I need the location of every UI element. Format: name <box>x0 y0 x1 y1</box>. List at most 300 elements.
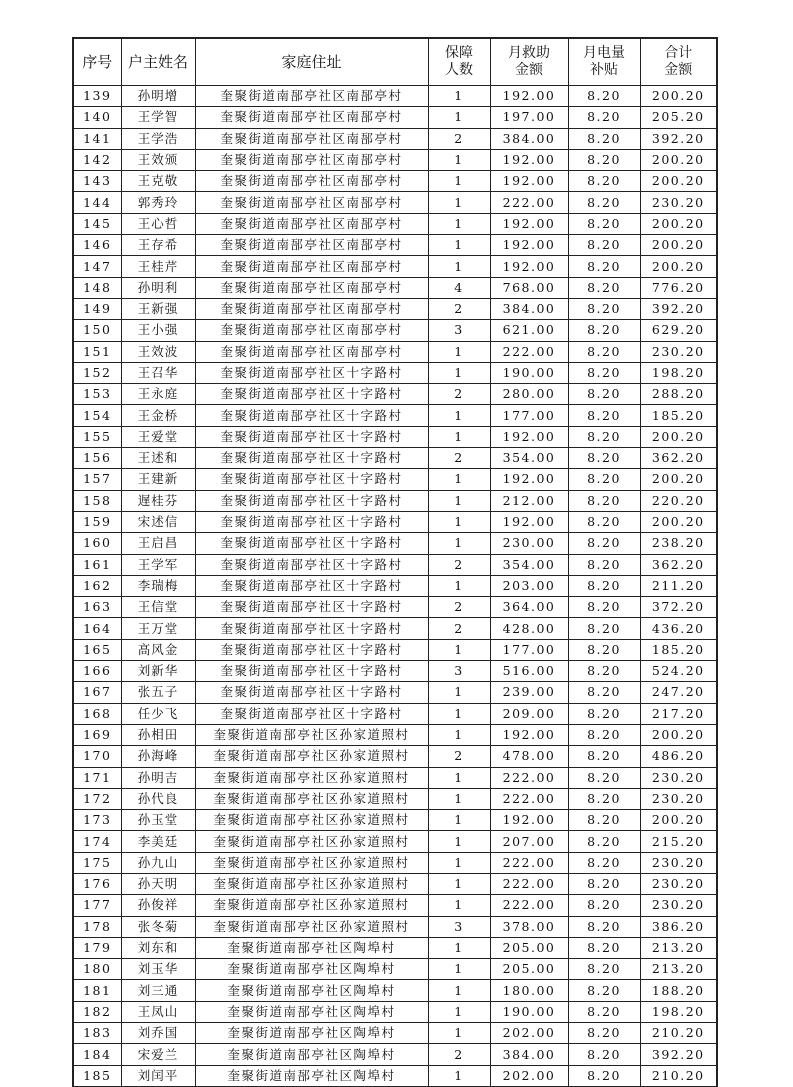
cell-covered-persons: 2 <box>428 1044 490 1065</box>
cell-index: 150 <box>73 320 121 341</box>
cell-monthly-relief: 209.00 <box>490 703 568 724</box>
cell-monthly-relief: 190.00 <box>490 362 568 383</box>
cell-total-amount: 230.20 <box>640 873 717 894</box>
cell-total-amount: 230.20 <box>640 788 717 809</box>
table-row <box>73 810 717 831</box>
cell-total-amount: 200.20 <box>640 213 717 234</box>
cell-householder: 王万堂 <box>121 618 195 639</box>
cell-householder: 高风金 <box>121 639 195 660</box>
cell-address: 奎聚街道南郚亭社区孙家道照村 <box>195 810 428 831</box>
cell-covered-persons: 1 <box>428 1001 490 1022</box>
cell-monthly-relief: 202.00 <box>490 1023 568 1044</box>
cell-covered-persons: 3 <box>428 661 490 682</box>
cell-index: 156 <box>73 448 121 469</box>
cell-total-amount: 220.20 <box>640 490 717 511</box>
cell-address: 奎聚街道南郚亭社区南郚亭村 <box>195 235 428 256</box>
cell-covered-persons: 1 <box>428 873 490 894</box>
cell-monthly-relief: 177.00 <box>490 405 568 426</box>
cell-householder: 孙玉堂 <box>121 810 195 831</box>
cell-householder: 孙明利 <box>121 277 195 298</box>
cell-covered-persons: 1 <box>428 767 490 788</box>
table-row <box>73 341 717 362</box>
cell-index: 159 <box>73 511 121 532</box>
cell-covered-persons: 2 <box>428 298 490 319</box>
cell-total-amount: 185.20 <box>640 639 717 660</box>
cell-electricity-subsidy: 8.20 <box>568 426 640 447</box>
cell-covered-persons: 1 <box>428 1023 490 1044</box>
cell-address: 奎聚街道南郚亭社区南郚亭村 <box>195 128 428 149</box>
cell-electricity-subsidy: 8.20 <box>568 746 640 767</box>
cell-address: 奎聚街道南郚亭社区南郚亭村 <box>195 171 428 192</box>
table-row <box>73 661 717 682</box>
table-row <box>73 107 717 128</box>
cell-electricity-subsidy: 8.20 <box>568 256 640 277</box>
cell-total-amount: 776.20 <box>640 277 717 298</box>
cell-address: 奎聚街道南郚亭社区陶埠村 <box>195 1023 428 1044</box>
cell-index: 143 <box>73 171 121 192</box>
cell-householder: 任少飞 <box>121 703 195 724</box>
cell-address: 奎聚街道南郚亭社区十字路村 <box>195 490 428 511</box>
cell-total-amount: 392.20 <box>640 1044 717 1065</box>
cell-index: 174 <box>73 831 121 852</box>
cell-householder: 王学军 <box>121 554 195 575</box>
cell-electricity-subsidy: 8.20 <box>568 810 640 831</box>
cell-index: 147 <box>73 256 121 277</box>
table-row <box>73 320 717 341</box>
table-row <box>73 895 717 916</box>
cell-address: 奎聚街道南郚亭社区南郚亭村 <box>195 298 428 319</box>
table-row <box>73 575 717 596</box>
cell-covered-persons: 2 <box>428 448 490 469</box>
table-row <box>73 618 717 639</box>
cell-electricity-subsidy: 8.20 <box>568 1023 640 1044</box>
cell-householder: 王召华 <box>121 362 195 383</box>
cell-address: 奎聚街道南郚亭社区孙家道照村 <box>195 767 428 788</box>
cell-monthly-relief: 378.00 <box>490 916 568 937</box>
cell-electricity-subsidy: 8.20 <box>568 171 640 192</box>
table-row <box>73 277 717 298</box>
cell-monthly-relief: 205.00 <box>490 959 568 980</box>
cell-monthly-relief: 428.00 <box>490 618 568 639</box>
cell-householder: 宋爱兰 <box>121 1044 195 1065</box>
cell-covered-persons: 1 <box>428 469 490 490</box>
cell-covered-persons: 2 <box>428 554 490 575</box>
cell-covered-persons: 1 <box>428 533 490 554</box>
cell-total-amount: 288.20 <box>640 384 717 405</box>
cell-monthly-relief: 192.00 <box>490 810 568 831</box>
cell-index: 145 <box>73 213 121 234</box>
cell-monthly-relief: 207.00 <box>490 831 568 852</box>
cell-covered-persons: 2 <box>428 128 490 149</box>
cell-electricity-subsidy: 8.20 <box>568 937 640 958</box>
cell-electricity-subsidy: 8.20 <box>568 639 640 660</box>
cell-address: 奎聚街道南郚亭社区孙家道照村 <box>195 831 428 852</box>
cell-total-amount: 629.20 <box>640 320 717 341</box>
cell-address: 奎聚街道南郚亭社区孙家道照村 <box>195 852 428 873</box>
cell-monthly-relief: 384.00 <box>490 1044 568 1065</box>
cell-monthly-relief: 192.00 <box>490 469 568 490</box>
cell-householder: 王凤山 <box>121 1001 195 1022</box>
cell-householder: 孙天明 <box>121 873 195 894</box>
cell-index: 163 <box>73 597 121 618</box>
cell-electricity-subsidy: 8.20 <box>568 213 640 234</box>
cell-monthly-relief: 222.00 <box>490 873 568 894</box>
table-row <box>73 469 717 490</box>
table-row <box>73 384 717 405</box>
cell-electricity-subsidy: 8.20 <box>568 448 640 469</box>
cell-index: 162 <box>73 575 121 596</box>
table-row <box>73 746 717 767</box>
cell-index: 151 <box>73 341 121 362</box>
cell-householder: 孙代良 <box>121 788 195 809</box>
cell-total-amount: 372.20 <box>640 597 717 618</box>
cell-electricity-subsidy: 8.20 <box>568 554 640 575</box>
cell-monthly-relief: 516.00 <box>490 661 568 682</box>
cell-total-amount: 198.20 <box>640 362 717 383</box>
cell-householder: 孙俊祥 <box>121 895 195 916</box>
table-row <box>73 554 717 575</box>
col-header-total-amount: 合计 金额 <box>640 38 717 86</box>
cell-monthly-relief: 192.00 <box>490 724 568 745</box>
cell-total-amount: 200.20 <box>640 171 717 192</box>
relief-table <box>72 37 718 1087</box>
cell-covered-persons: 1 <box>428 575 490 596</box>
cell-address: 奎聚街道南郚亭社区十字路村 <box>195 618 428 639</box>
cell-total-amount: 230.20 <box>640 192 717 213</box>
cell-address: 奎聚街道南郚亭社区十字路村 <box>195 362 428 383</box>
cell-total-amount: 200.20 <box>640 511 717 532</box>
cell-electricity-subsidy: 8.20 <box>568 341 640 362</box>
table-row <box>73 639 717 660</box>
cell-index: 182 <box>73 1001 121 1022</box>
cell-monthly-relief: 222.00 <box>490 788 568 809</box>
cell-monthly-relief: 222.00 <box>490 852 568 873</box>
cell-electricity-subsidy: 8.20 <box>568 86 640 107</box>
cell-covered-persons: 2 <box>428 746 490 767</box>
cell-index: 161 <box>73 554 121 575</box>
cell-monthly-relief: 192.00 <box>490 149 568 170</box>
cell-total-amount: 362.20 <box>640 554 717 575</box>
cell-householder: 王信堂 <box>121 597 195 618</box>
cell-householder: 李瑞梅 <box>121 575 195 596</box>
cell-address: 奎聚街道南郚亭社区南郚亭村 <box>195 256 428 277</box>
cell-covered-persons: 4 <box>428 277 490 298</box>
table-row <box>73 490 717 511</box>
cell-electricity-subsidy: 8.20 <box>568 469 640 490</box>
header-row <box>73 38 717 86</box>
cell-index: 165 <box>73 639 121 660</box>
cell-electricity-subsidy: 8.20 <box>568 192 640 213</box>
cell-covered-persons: 1 <box>428 490 490 511</box>
cell-electricity-subsidy: 8.20 <box>568 1065 640 1086</box>
cell-monthly-relief: 192.00 <box>490 511 568 532</box>
table-row <box>73 597 717 618</box>
cell-covered-persons: 1 <box>428 192 490 213</box>
cell-total-amount: 392.20 <box>640 298 717 319</box>
cell-covered-persons: 1 <box>428 703 490 724</box>
cell-total-amount: 213.20 <box>640 937 717 958</box>
cell-total-amount: 215.20 <box>640 831 717 852</box>
cell-total-amount: 200.20 <box>640 86 717 107</box>
cell-electricity-subsidy: 8.20 <box>568 767 640 788</box>
cell-householder: 王效波 <box>121 341 195 362</box>
table-row <box>73 724 717 745</box>
cell-electricity-subsidy: 8.20 <box>568 980 640 1001</box>
col-header-monthly-relief: 月救助 金额 <box>490 38 568 86</box>
cell-covered-persons: 2 <box>428 384 490 405</box>
cell-index: 140 <box>73 107 121 128</box>
cell-index: 169 <box>73 724 121 745</box>
cell-address: 奎聚街道南郚亭社区陶埠村 <box>195 1065 428 1086</box>
table-row <box>73 937 717 958</box>
table-row <box>73 533 717 554</box>
table-row <box>73 682 717 703</box>
cell-index: 168 <box>73 703 121 724</box>
cell-total-amount: 211.20 <box>640 575 717 596</box>
table-row <box>73 171 717 192</box>
cell-electricity-subsidy: 8.20 <box>568 511 640 532</box>
cell-householder: 孙明增 <box>121 86 195 107</box>
cell-index: 164 <box>73 618 121 639</box>
cell-electricity-subsidy: 8.20 <box>568 788 640 809</box>
cell-index: 180 <box>73 959 121 980</box>
cell-total-amount: 210.20 <box>640 1023 717 1044</box>
cell-address: 奎聚街道南郚亭社区十字路村 <box>195 384 428 405</box>
cell-electricity-subsidy: 8.20 <box>568 362 640 383</box>
cell-monthly-relief: 222.00 <box>490 341 568 362</box>
table-row <box>73 426 717 447</box>
cell-householder: 刘东和 <box>121 937 195 958</box>
cell-monthly-relief: 202.00 <box>490 1065 568 1086</box>
cell-covered-persons: 1 <box>428 639 490 660</box>
cell-householder: 郭秀玲 <box>121 192 195 213</box>
cell-electricity-subsidy: 8.20 <box>568 1001 640 1022</box>
cell-index: 142 <box>73 149 121 170</box>
table-row <box>73 86 717 107</box>
cell-householder: 宋述信 <box>121 511 195 532</box>
cell-householder: 刘三通 <box>121 980 195 1001</box>
cell-householder: 孙明吉 <box>121 767 195 788</box>
cell-covered-persons: 1 <box>428 362 490 383</box>
cell-householder: 王启昌 <box>121 533 195 554</box>
cell-address: 奎聚街道南郚亭社区十字路村 <box>195 405 428 426</box>
cell-address: 奎聚街道南郚亭社区十字路村 <box>195 682 428 703</box>
cell-total-amount: 362.20 <box>640 448 717 469</box>
cell-address: 奎聚街道南郚亭社区陶埠村 <box>195 1001 428 1022</box>
cell-covered-persons: 1 <box>428 682 490 703</box>
cell-electricity-subsidy: 8.20 <box>568 724 640 745</box>
cell-electricity-subsidy: 8.20 <box>568 405 640 426</box>
cell-total-amount: 188.20 <box>640 980 717 1001</box>
cell-total-amount: 200.20 <box>640 469 717 490</box>
cell-monthly-relief: 212.00 <box>490 490 568 511</box>
cell-index: 171 <box>73 767 121 788</box>
cell-total-amount: 386.20 <box>640 916 717 937</box>
cell-monthly-relief: 222.00 <box>490 192 568 213</box>
table-row <box>73 959 717 980</box>
cell-householder: 王新强 <box>121 298 195 319</box>
cell-total-amount: 238.20 <box>640 533 717 554</box>
cell-monthly-relief: 621.00 <box>490 320 568 341</box>
cell-householder: 王永庭 <box>121 384 195 405</box>
table-row <box>73 149 717 170</box>
table-row <box>73 511 717 532</box>
cell-index: 160 <box>73 533 121 554</box>
table-row <box>73 405 717 426</box>
cell-total-amount: 200.20 <box>640 256 717 277</box>
cell-covered-persons: 1 <box>428 107 490 128</box>
cell-index: 157 <box>73 469 121 490</box>
cell-index: 177 <box>73 895 121 916</box>
cell-total-amount: 213.20 <box>640 959 717 980</box>
cell-total-amount: 200.20 <box>640 724 717 745</box>
cell-total-amount: 210.20 <box>640 1065 717 1086</box>
table-row <box>73 873 717 894</box>
cell-electricity-subsidy: 8.20 <box>568 107 640 128</box>
col-header-covered-persons: 保障 人数 <box>428 38 490 86</box>
table-row <box>73 213 717 234</box>
cell-index: 167 <box>73 682 121 703</box>
cell-householder: 王效颁 <box>121 149 195 170</box>
table-row <box>73 1044 717 1065</box>
cell-householder: 遅桂芬 <box>121 490 195 511</box>
cell-householder: 刘玉华 <box>121 959 195 980</box>
table-row <box>73 1065 717 1086</box>
cell-index: 185 <box>73 1065 121 1086</box>
cell-covered-persons: 1 <box>428 171 490 192</box>
cell-address: 奎聚街道南郚亭社区南郚亭村 <box>195 320 428 341</box>
cell-index: 149 <box>73 298 121 319</box>
cell-covered-persons: 1 <box>428 895 490 916</box>
table-row <box>73 1001 717 1022</box>
cell-electricity-subsidy: 8.20 <box>568 320 640 341</box>
cell-covered-persons: 1 <box>428 213 490 234</box>
cell-electricity-subsidy: 8.20 <box>568 682 640 703</box>
cell-index: 179 <box>73 937 121 958</box>
table-row <box>73 852 717 873</box>
cell-address: 奎聚街道南郚亭社区十字路村 <box>195 554 428 575</box>
cell-householder: 孙九山 <box>121 852 195 873</box>
cell-index: 152 <box>73 362 121 383</box>
cell-householder: 王学智 <box>121 107 195 128</box>
cell-index: 139 <box>73 86 121 107</box>
cell-address: 奎聚街道南郚亭社区十字路村 <box>195 426 428 447</box>
cell-electricity-subsidy: 8.20 <box>568 298 640 319</box>
cell-total-amount: 230.20 <box>640 895 717 916</box>
table-row <box>73 916 717 937</box>
cell-monthly-relief: 192.00 <box>490 256 568 277</box>
cell-monthly-relief: 192.00 <box>490 171 568 192</box>
cell-index: 176 <box>73 873 121 894</box>
cell-address: 奎聚街道南郚亭社区十字路村 <box>195 575 428 596</box>
table-header <box>73 38 717 86</box>
cell-electricity-subsidy: 8.20 <box>568 661 640 682</box>
cell-covered-persons: 1 <box>428 86 490 107</box>
cell-address: 奎聚街道南郚亭社区十字路村 <box>195 597 428 618</box>
cell-covered-persons: 1 <box>428 256 490 277</box>
cell-covered-persons: 2 <box>428 618 490 639</box>
table-body <box>73 86 717 1087</box>
cell-total-amount: 486.20 <box>640 746 717 767</box>
cell-address: 奎聚街道南郚亭社区陶埠村 <box>195 980 428 1001</box>
cell-householder: 孙相田 <box>121 724 195 745</box>
cell-monthly-relief: 192.00 <box>490 426 568 447</box>
cell-covered-persons: 1 <box>428 980 490 1001</box>
cell-index: 148 <box>73 277 121 298</box>
cell-electricity-subsidy: 8.20 <box>568 575 640 596</box>
cell-monthly-relief: 222.00 <box>490 767 568 788</box>
cell-covered-persons: 1 <box>428 810 490 831</box>
cell-index: 146 <box>73 235 121 256</box>
table-row <box>73 448 717 469</box>
cell-address: 奎聚街道南郚亭社区孙家道照村 <box>195 873 428 894</box>
cell-monthly-relief: 197.00 <box>490 107 568 128</box>
table-row <box>73 788 717 809</box>
cell-address: 奎聚街道南郚亭社区孙家道照村 <box>195 746 428 767</box>
cell-electricity-subsidy: 8.20 <box>568 831 640 852</box>
cell-address: 奎聚街道南郚亭社区孙家道照村 <box>195 788 428 809</box>
cell-total-amount: 230.20 <box>640 767 717 788</box>
cell-total-amount: 230.20 <box>640 341 717 362</box>
table-row <box>73 1023 717 1044</box>
cell-electricity-subsidy: 8.20 <box>568 703 640 724</box>
cell-monthly-relief: 384.00 <box>490 128 568 149</box>
cell-total-amount: 392.20 <box>640 128 717 149</box>
cell-monthly-relief: 384.00 <box>490 298 568 319</box>
cell-address: 奎聚街道南郚亭社区陶埠村 <box>195 1044 428 1065</box>
cell-total-amount: 200.20 <box>640 810 717 831</box>
cell-householder: 王桂芹 <box>121 256 195 277</box>
cell-electricity-subsidy: 8.20 <box>568 916 640 937</box>
cell-address: 奎聚街道南郚亭社区南郚亭村 <box>195 107 428 128</box>
cell-index: 178 <box>73 916 121 937</box>
cell-covered-persons: 1 <box>428 149 490 170</box>
cell-covered-persons: 1 <box>428 852 490 873</box>
cell-index: 158 <box>73 490 121 511</box>
cell-monthly-relief: 192.00 <box>490 213 568 234</box>
cell-total-amount: 200.20 <box>640 149 717 170</box>
cell-electricity-subsidy: 8.20 <box>568 618 640 639</box>
cell-householder: 王小强 <box>121 320 195 341</box>
col-header-electricity-subsidy: 月电量 补贴 <box>568 38 640 86</box>
cell-address: 奎聚街道南郚亭社区南郚亭村 <box>195 213 428 234</box>
cell-householder: 王克敬 <box>121 171 195 192</box>
cell-monthly-relief: 203.00 <box>490 575 568 596</box>
col-header-householder: 户主姓名 <box>121 38 195 86</box>
cell-index: 170 <box>73 746 121 767</box>
cell-address: 奎聚街道南郚亭社区孙家道照村 <box>195 724 428 745</box>
cell-covered-persons: 1 <box>428 788 490 809</box>
cell-address: 奎聚街道南郚亭社区十字路村 <box>195 703 428 724</box>
cell-monthly-relief: 354.00 <box>490 448 568 469</box>
cell-monthly-relief: 364.00 <box>490 597 568 618</box>
cell-index: 173 <box>73 810 121 831</box>
cell-address: 奎聚街道南郚亭社区陶埠村 <box>195 937 428 958</box>
cell-covered-persons: 1 <box>428 511 490 532</box>
cell-monthly-relief: 230.00 <box>490 533 568 554</box>
cell-electricity-subsidy: 8.20 <box>568 852 640 873</box>
cell-monthly-relief: 478.00 <box>490 746 568 767</box>
cell-index: 166 <box>73 661 121 682</box>
cell-covered-persons: 1 <box>428 235 490 256</box>
cell-total-amount: 436.20 <box>640 618 717 639</box>
cell-electricity-subsidy: 8.20 <box>568 895 640 916</box>
cell-address: 奎聚街道南郚亭社区南郚亭村 <box>195 86 428 107</box>
cell-total-amount: 205.20 <box>640 107 717 128</box>
table-row <box>73 362 717 383</box>
cell-address: 奎聚街道南郚亭社区十字路村 <box>195 469 428 490</box>
cell-total-amount: 200.20 <box>640 235 717 256</box>
